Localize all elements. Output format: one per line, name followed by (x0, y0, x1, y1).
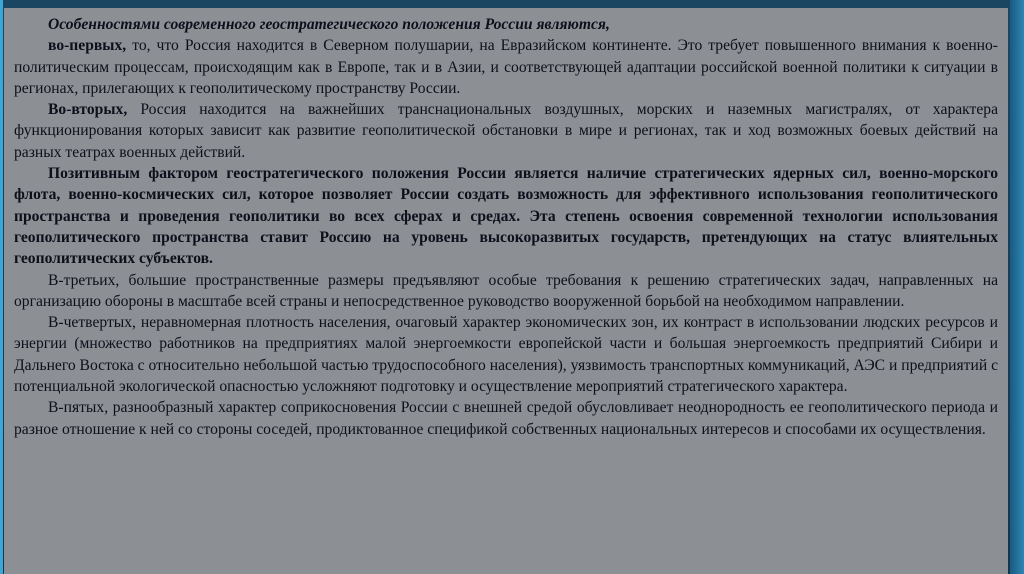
paragraph-first-text: то, что Россия находится в Северном полушарии, на Евразийском континенте. Это требует повышенного внимания к военно-политическим процессам, происходящим как в Европе, так и в Азии, и соответствующей адаптации российской военной политики к ситуации в регионах, прилегающих к геополитическому пространству России. (14, 37, 998, 97)
text-panel (4, 8, 1008, 574)
left-accent-bar (0, 0, 3, 574)
paragraph-fourth: В-четвертых, неравномерная плотность населения, очаговый характер экономических зон, их контраст в использовании людских ресурсов и энергии (множество работников на предприятиях малой энергоемкости европейской части и большая энергоемкость предприятий Сибири и Дальнего Востока с относительно небольшой частью трудоспособного населения), уязвимость транспортных коммуникаций, АЭС и предприятий с потенциальной экологической опасностью усложняют подготовку и осуществление мероприятий стратегического характера. (14, 314, 998, 396)
heading: Особенностями современного геостратегического положения России являются, (48, 16, 610, 33)
paragraph-second (14, 99, 998, 163)
paragraph-second-lead: Во-вторых, (48, 101, 128, 119)
paragraph-positive-factor: Позитивным фактором геостратегического положения России является наличие стратегических ядерных сил, военно-морского флота, военно-космических сил, которое позволяет России создать возможность для эффективного использования геополитического пространства и проведения геополитики во всех сферах и средах. Эта степень освоения современной технологии использования геополитического пространства ставит Россию на уровень высокоразвитых государств, претендующих на статус влиятельных геополитических субъектов. (14, 165, 998, 268)
paragraph-first-lead: во-первых, (48, 37, 127, 55)
paragraph-second-text: Россия находится на важнейших транснациональных воздушных, морских и наземных магистралях, от характера функционирования которых зависит как развитие геополитической обстановки в мире и регионах, так и ход возможных боевых действий на разных театрах военных действий. (14, 101, 998, 161)
right-accent-bar (1010, 0, 1024, 574)
paragraph-fifth: В-пятых, разнообразный характер соприкосновения России с внешней средой обусловливает неоднородность ее геополитического периода и разное отношение к ней со стороны соседей, продиктованное спецификой собственных национальных интересов и способами их осуществления. (14, 399, 998, 438)
paragraph-first (14, 35, 998, 99)
paragraph-third: В-третьих, большие пространственные размеры предъявляют особые требования к решению стратегических задач, направленных на организацию обороны в масштабе всей страны и непосредственное руководство вооруженной борьбой на необходимом направлении. (14, 271, 998, 310)
